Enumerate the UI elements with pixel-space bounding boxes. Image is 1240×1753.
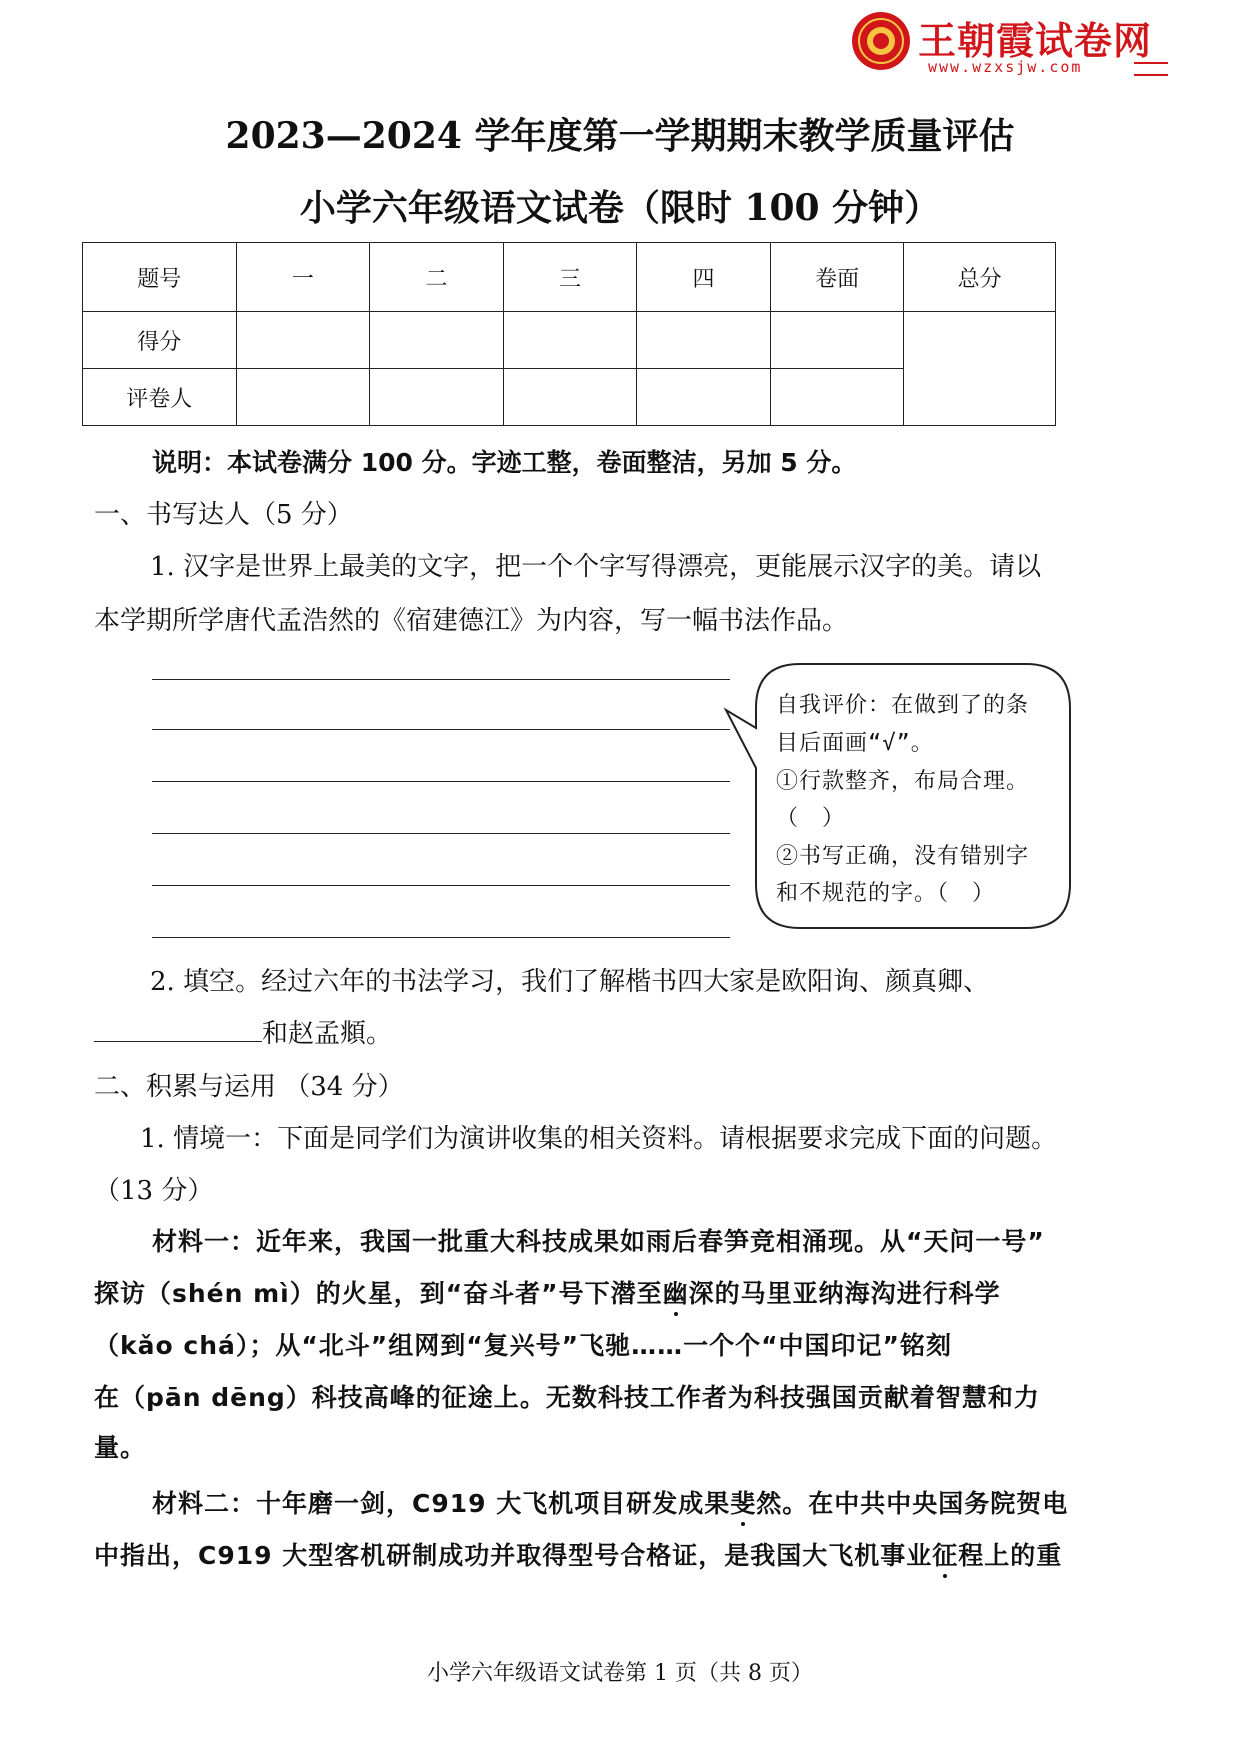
score-row-label: 评卷人 xyxy=(83,369,237,426)
score-table-header: 二 xyxy=(370,243,504,312)
material-1-text: 在（pān dēng）科技高峰的征途上。无数科技工作者为科技强国贡献着智慧和力 xyxy=(94,1383,1040,1412)
score-cell[interactable] xyxy=(637,312,771,369)
emphasis-char: 斐 xyxy=(730,1489,757,1518)
logo-decoration xyxy=(1134,62,1168,76)
grader-cell[interactable] xyxy=(503,369,637,426)
score-table-header: 题号 xyxy=(83,243,237,312)
emphasis-char: 幽 xyxy=(662,1279,689,1308)
score-table-header: 四 xyxy=(637,243,771,312)
logo-name: 王朝霞试卷网 xyxy=(918,19,1153,63)
material-1-text: 探访（shén mì）的火星，到“奋斗者”号下潜至 xyxy=(94,1279,663,1308)
writing-line[interactable] xyxy=(152,729,730,730)
grader-cell[interactable] xyxy=(770,369,904,426)
score-table-header: 卷面 xyxy=(770,243,904,312)
material-1-text: 深的马里亚纳海沟进行科学 xyxy=(688,1279,1001,1308)
material-2-text: 中指出，C919 大型客机研制成功并取得型号合格证，是我国大飞机事业 xyxy=(94,1541,933,1570)
material-2-text: 然。在中共中央国务院贺电 xyxy=(756,1489,1069,1518)
score-cell[interactable] xyxy=(370,312,504,369)
grader-cell[interactable] xyxy=(370,369,504,426)
material-1-line xyxy=(94,1274,1001,1310)
bubble-text: 自我评价：在做到了的条 xyxy=(776,693,1030,718)
writing-line[interactable] xyxy=(152,833,730,834)
writing-line[interactable] xyxy=(152,937,730,938)
bubble-text: 目后面画“√”。 xyxy=(776,731,934,756)
score-table xyxy=(82,242,1056,426)
answer-blank[interactable] xyxy=(94,1015,262,1042)
logo-seal-icon xyxy=(850,10,912,72)
section-2-heading: 二、积累与运用 （34 分） xyxy=(94,1072,404,1102)
emphasis-char: 征 xyxy=(932,1541,959,1570)
bubble-text: ②书写正确，没有错别字 xyxy=(776,844,1030,869)
section-1-q2-text: 2. 填空。经过六年的书法学习，我们了解楷书四大家是欧阳询、颜真卿、 xyxy=(150,967,990,997)
section-2-q1-text: 1. 情境一：下面是同学们为演讲收集的相关资料。请根据要求完成下面的问题。 xyxy=(140,1124,1058,1154)
score-cell[interactable] xyxy=(236,312,370,369)
grader-cell[interactable] xyxy=(637,369,771,426)
score-table-header: 三 xyxy=(503,243,637,312)
site-logo xyxy=(850,8,1170,78)
material-1-text: 量。 xyxy=(94,1433,147,1462)
score-cell[interactable] xyxy=(770,312,904,369)
material-2-line xyxy=(94,1536,1062,1572)
bubble-text: 和不规范的字。（ ） xyxy=(776,881,996,906)
page-footer: 小学六年级语文试卷第 1 页（共 8 页） xyxy=(427,1661,813,1686)
section-1-q1-text: 本学期所学唐代孟浩然的《宿建德江》为内容，写一幅书法作品。 xyxy=(94,606,849,636)
material-2-text: 材料二：十年磨一剑，C919 大飞机项目研发成果 xyxy=(152,1489,731,1518)
material-2-line xyxy=(152,1484,1068,1520)
total-score-cell[interactable] xyxy=(904,312,1056,426)
bubble-check-blank[interactable]: （ ） xyxy=(776,806,846,831)
score-row-label: 得分 xyxy=(83,312,237,369)
writing-line[interactable] xyxy=(152,781,730,782)
score-table-header: 总分 xyxy=(904,243,1056,312)
section-1-q2-line2 xyxy=(94,1013,392,1050)
exam-title: 2023—2024 学年度第一学期期末教学质量评估 xyxy=(225,115,1015,157)
writing-line[interactable] xyxy=(152,885,730,886)
section-2-q1-text: （13 分） xyxy=(94,1176,214,1206)
material-2-text: 程上的重 xyxy=(958,1541,1063,1570)
section-1-heading: 一、书写达人（5 分） xyxy=(94,500,353,530)
score-cell[interactable] xyxy=(503,312,637,369)
writing-line[interactable] xyxy=(152,679,730,680)
bubble-text: ①行款整齐，布局合理。 xyxy=(776,769,1030,794)
exam-subtitle: 小学六年级语文试卷（限时 100 分钟） xyxy=(299,187,941,229)
grader-cell[interactable] xyxy=(236,369,370,426)
material-1-text: （kǎo chá）；从“北斗”组网到“复兴号”飞驰……一个个“中国印记”铭刻 xyxy=(94,1331,952,1360)
section-1-q2-text: 和赵孟頫。 xyxy=(262,1019,393,1049)
material-1-text: 材料一：近年来，我国一批重大科技成果如雨后春笋竞相涌现。从“天问一号” xyxy=(152,1227,1045,1256)
logo-url: www.wzxsjw.com xyxy=(928,58,1083,76)
score-table-header: 一 xyxy=(236,243,370,312)
section-1-q1-text: 1. 汉字是世界上最美的文字，把一个个字写得漂亮，更能展示汉字的美。请以 xyxy=(150,552,1042,582)
exam-note: 说明：本试卷满分 100 分。字迹工整，卷面整洁，另加 5 分。 xyxy=(152,448,857,477)
